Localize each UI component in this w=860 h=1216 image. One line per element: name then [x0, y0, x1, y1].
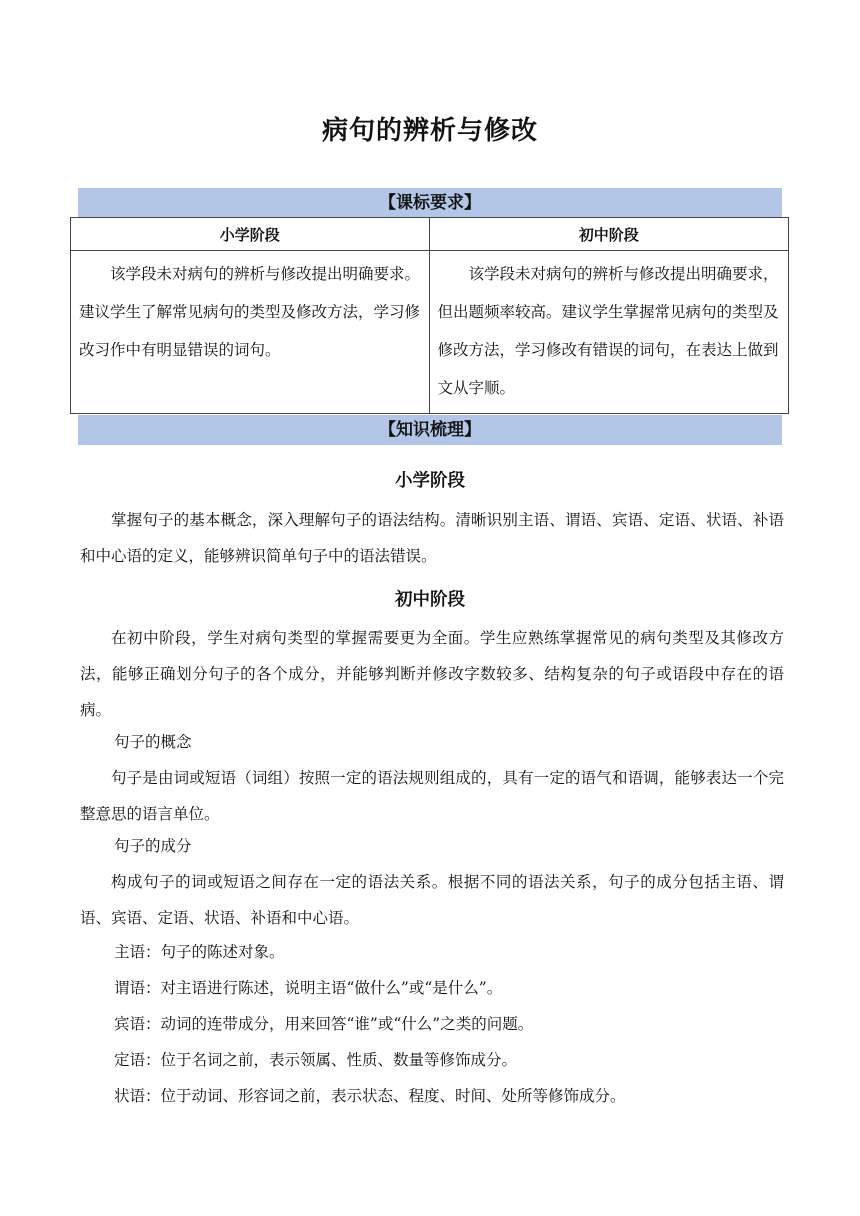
concept-title: 句子的概念	[114, 733, 192, 751]
middle-paragraph: 在初中阶段，学生对病句类型的掌握需要更为全面。学生应熟练掌握常见的病句类型及其修改方法，能够正确划分句子的各个成分，并能够判断并修改字数较多、结构复杂的句子或语段中存在的语病。	[80, 629, 784, 719]
column-header-primary: 小学阶段	[71, 218, 430, 251]
knowledge-heading: 【知识梳理】	[78, 415, 782, 445]
page-title: 病句的辨析与修改	[321, 116, 538, 146]
concept-paragraph: 句子是由词或短语（词组）按照一定的语法规则组成的，具有一定的语气和语调，能够表达一个完整意思的语言单位。	[80, 769, 784, 823]
primary-heading: 小学阶段	[395, 471, 465, 491]
definition-object: 宾语：动词的连带成分，用来回答“谁”或“什么”之类的问题。	[114, 1015, 534, 1033]
definition-predicate: 谓语：对主语进行陈述，说明主语“做什么”或“是什么”。	[114, 979, 503, 997]
cell-primary: 该学段未对病句的辨析与修改提出明确要求。建议学生了解常见病句的类型及修改方法，学习修改习作中有明显错误的词句。	[71, 251, 430, 414]
definition-attribute: 定语：位于名词之前，表示领属、性质、数量等修饰成分。	[114, 1051, 518, 1069]
components-paragraph: 构成句子的词或短语之间存在一定的语法关系。根据不同的语法关系，句子的成分包括主语、谓语、宾语、定语、状语、补语和中心语。	[80, 873, 784, 927]
middle-heading: 初中阶段	[395, 590, 465, 610]
column-header-middle: 初中阶段	[429, 218, 789, 251]
definition-subject: 主语：句子的陈述对象。	[114, 943, 285, 961]
table-row	[71, 251, 789, 414]
requirements-table	[70, 217, 789, 414]
table-header-row	[71, 218, 789, 251]
requirements-heading: 【课标要求】	[78, 188, 782, 218]
cell-middle: 该学段未对病句的辨析与修改提出明确要求，但出题频率较高。建议学生掌握常见病句的类型及修改方法，学习修改有错误的词句，在表达上做到文从字顺。	[429, 251, 789, 414]
definition-adverbial: 状语：位于动词、形容词之前，表示状态、程度、时间、处所等修饰成分。	[114, 1087, 626, 1105]
components-title: 句子的成分	[114, 837, 192, 855]
primary-paragraph: 掌握句子的基本概念，深入理解句子的语法结构。清晰识别主语、谓语、宾语、定语、状语、补语和中心语的定义，能够辨识简单句子中的语法错误。	[80, 511, 784, 565]
